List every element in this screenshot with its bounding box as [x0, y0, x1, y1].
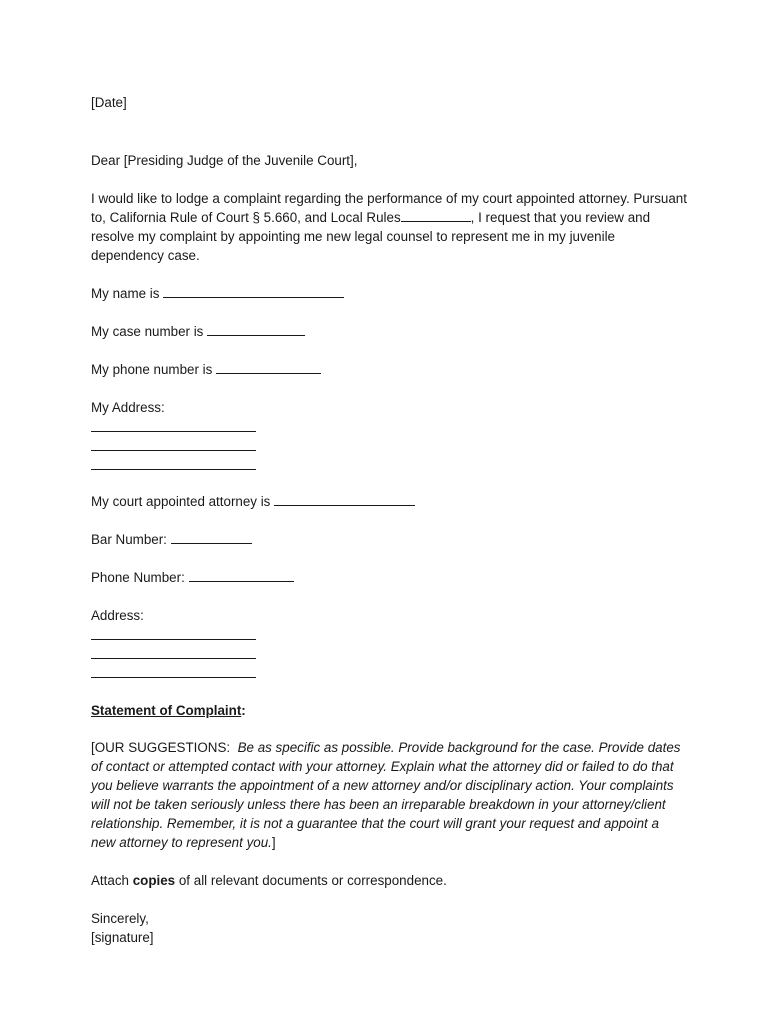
- statement-heading: [91, 701, 246, 720]
- intro-paragraph: [91, 189, 691, 265]
- phone-label: My phone number is: [91, 362, 213, 377]
- intro-text-1: I would like to lodge a complaint regarding the performance of my court appointed attorney. Pursuant to, California Rule of Court § 5.660, and Local Rules: [91, 191, 687, 225]
- intro-text-2: , I request that you review and resolve my complaint by appointing me new legal counsel to represent me in my juvenile dependency case.: [91, 210, 651, 263]
- address-line-2[interactable]: [91, 450, 256, 451]
- salutation: Dear [Presiding Judge of the Juvenile Court],: [91, 153, 358, 168]
- bar-number-label: Bar Number:: [91, 532, 167, 547]
- attorney-phone-blank[interactable]: [189, 569, 294, 582]
- attach-pre: Attach: [91, 873, 129, 888]
- attorney-address-label: Address:: [91, 608, 144, 623]
- case-number-field: [91, 322, 305, 341]
- attorney-phone-field: [91, 568, 294, 587]
- suggestions-suffix: ]: [271, 835, 276, 850]
- signature: [signature]: [91, 930, 154, 945]
- suggestions-paragraph: [91, 738, 687, 852]
- name-label: My name is: [91, 286, 160, 301]
- attorney-field: [91, 492, 415, 511]
- phone-blank[interactable]: [216, 361, 321, 374]
- statement-heading-text: Statement of Complaint: [91, 703, 242, 718]
- attorney-address-line-1[interactable]: [91, 639, 256, 640]
- attorney-phone-label: Phone Number:: [91, 570, 185, 585]
- attorney-address-line-3[interactable]: [91, 677, 256, 678]
- address-label: My Address:: [91, 400, 165, 415]
- suggestions-prefix: [OUR SUGGESTIONS:: [91, 740, 231, 755]
- attorney-label: My court appointed attorney is: [91, 494, 271, 509]
- name-field: [91, 284, 344, 303]
- bar-number-field: [91, 530, 252, 549]
- attorney-address-line-2[interactable]: [91, 658, 256, 659]
- case-number-label: My case number is: [91, 324, 204, 339]
- name-blank[interactable]: [163, 285, 344, 298]
- date-line: [Date]: [91, 95, 127, 110]
- bar-number-blank[interactable]: [171, 531, 252, 544]
- attach-post: of all relevant documents or correspondence.: [178, 873, 447, 888]
- phone-field: [91, 360, 321, 379]
- address-line-1[interactable]: [91, 431, 256, 432]
- case-number-blank[interactable]: [207, 323, 305, 336]
- local-rules-blank[interactable]: [401, 209, 471, 222]
- closing: Sincerely,: [91, 911, 149, 926]
- suggestions-body: Be as specific as possible. Provide background for the case. Provide dates of contact or attempted contact with your attorney. Explain what the attorney did or failed to do that you believe warrants the appointment of a new attorney and/or disciplinary action. Your complaints will not be taken seriously unless there has been an irreparable breakdown in your attorney/client relationship. Remember, it is not a guarantee that the court will grant your request and appoint a new attorney to represent you.: [91, 740, 681, 850]
- statement-heading-colon: :: [241, 703, 246, 718]
- address-line-3[interactable]: [91, 469, 256, 470]
- attach-bold: copies: [132, 873, 176, 888]
- attorney-blank[interactable]: [274, 493, 415, 506]
- attach-line: [91, 871, 447, 890]
